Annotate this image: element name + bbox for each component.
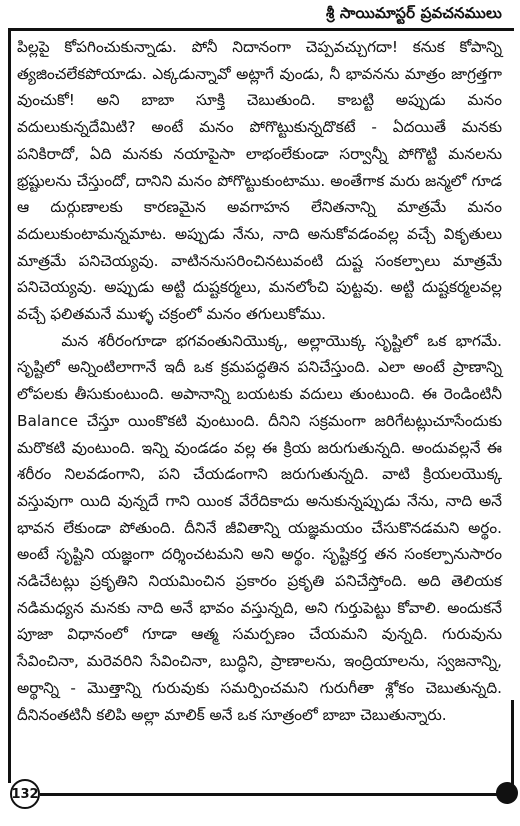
paragraph-2: మన శరీరంగూడా భగవంతునియొక్క, అల్లాయొక్క సృష్టిలో ఒక భాగమే. సృష్టిలో అన్నింటిలాగానే ఇదీ ఒక క్రమపద్ధతిన పనిచేస్తుంది. ఎలా అంటే ప్రాణాన్ని లోపలకు తీసుకుంటుంది. అపానాన్ని బయటకు వదులు తుంటుంది. ఈ రెండింటినీ Balance చేస్తూ యింకొకటి వుంటుంది. దీనిని సక్రమంగా జరిగేటట్లుచూసేందుకు మరొకటి వుంటుంది. ఇన్ని వుండడం వల్ల ఈ క్రియ జరుగుతున్నది. అందువల్లనే ఈ శరీరం నిలవడంగాని, పని చేయడంగాని జరుగుతున్నది. వాటి క్రియలయొక్క వస్తువుగా యిది వున్నదే గాని యింక వేరేదికాదు అనుకున్నప్పుడు నేను, నాది అనే భావన లేకుండా పోతుంది. దీనినే జీవితాన్ని యజ్ఞమయం చేసుకొనడమని అర్థం. అంటే సృష్టిని యజ్ఞంగా దర్శించటమని అని అర్థం. సృష్టికర్త తన సంకల్పానుసారం నడిచేటట్లు ప్రకృతిని నియమించిన ప్రకారం ప్రకృతి పనిచేస్తోంది. అది తెలియక నడిమధ్యన మనకు నాది అనే భావం వస్తున్నది, అని గుర్తుపెట్టు కోవాలి. అందుకనే పూజా విధానంలో గూడా ఆత్మ సమర్పణం చేయమని వున్నది. గురువును సేవించినా, మరెవరిని సేవించినా, బుద్ధిని, ప్రాణాలను, ఇంద్రియాలను, స్వజనాన్ని, అర్థాన్ని - మొత్తాన్ని గురువుకు సమర్పించమని గురుగీతా శ్లోకం చెబుతున్నది. దీనినంతటినీ కలిపి అల్లా మాలిక్ అనే ఒక సూత్రంలో బాబా చెబుతున్నారు. (17, 331, 502, 724)
paragraph-1: పిల్లపై కోపగించుకున్నాడు. పోనీ నిదానంగా చెప్పవచ్చుగదా! కనుక కోపాన్ని త్యజించలేకపోయాడు. ఎక్కడున్నావో అట్లాగే వుండు, నీ భావనను మాత్రం జాగ్రత్తగా వుంచుకో! అని బాబా సూక్తి చెబుతుంది. కాబట్టి అప్పుడు మనం వదులుకున్నదేమిటి? అంటే మనం పోగొట్టుకున్నదొకటే - ఏదయితే మనకు పనికిరాదో, ఏది మనకు నయాపైసా లాభంలేకుండా సర్వాన్నీ పోగొట్టి మనలను భ్రష్టులను చేస్తుందో, దానిని మనం పోగొట్టుకుంటాము. అంతేగాక మరు జన్మలో గూడ ఆ దుర్గుణాలకు కారణమైన అవగాహన లేనితనాన్ని మాత్రమే మనం వదులుకుంటామన్నమాట. అప్పుడు నేను, నాది అనుకోవడంవల్ల వచ్చే వికృతులు మాత్రమే పనిచెయ్యవు. వాటిననుసరించినటువంటి దుష్ట సంకల్పాలు మాత్రమే పనిచెయ్యవు. అప్పుడు అట్టి దుష్టకర్మలు, మనలోంచి పుట్టవు. అట్టి దుష్టకర్మలవల్ల వచ్చే ఫలితమనే ముళ్ళ చక్రంలో మనం తగులుకోము. (17, 38, 502, 324)
book-title: శ్రీ సాయిమాస్టర్ ప్రవచనములు (325, 4, 502, 22)
frame-bottom-border (40, 793, 514, 796)
frame-left-border (8, 28, 11, 783)
page-body (17, 34, 502, 728)
page-number: 132 (10, 779, 40, 809)
frame-right-border (511, 700, 514, 794)
corner-ornament (496, 782, 518, 804)
frame-top-border (8, 28, 514, 31)
